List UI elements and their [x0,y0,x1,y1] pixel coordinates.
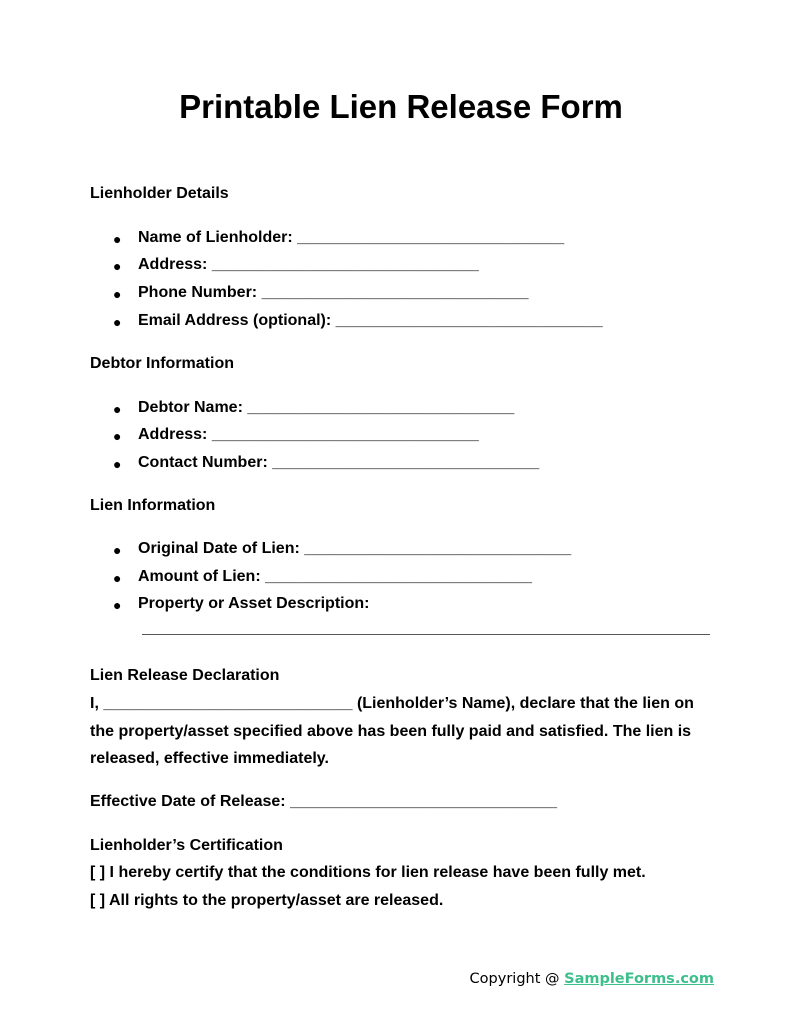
field-label: Name of Lienholder: [138,229,293,246]
blank-line[interactable]: ______________________________ [211,426,479,443]
brand-link[interactable]: SampleForms.com [564,971,714,987]
field-lienholder-name [138,227,564,249]
bullet-icon: ● [113,286,122,302]
section-heading-debtor: Debtor Information [90,355,234,372]
field-label: Original Date of Lien: [138,540,300,557]
section-heading-lienholder: Lienholder Details [90,185,229,202]
field-label: Phone Number: [138,284,258,301]
field-debtor-name [138,397,514,419]
section-heading-lien: Lien Information [90,497,216,514]
field-label: Address: [138,426,208,443]
page-title: Printable Lien Release Form [179,88,623,125]
bullet-icon: ● [113,542,122,558]
blank-line[interactable]: ______________________________ [265,568,533,585]
bullet-icon: ● [113,314,122,330]
field-lienholder-phone [138,282,529,304]
field-debtor-address [138,424,479,446]
blank-line[interactable]: ______________________________ [247,399,515,416]
field-lien-amount [138,566,532,588]
field-label: Email Address (optional): [138,312,332,329]
field-effective-date [90,791,557,813]
bullet-icon: ● [113,401,122,417]
blank-line[interactable]: ______________________________ [211,256,479,273]
section-heading-declaration: Lien Release Declaration [90,667,280,684]
bullet-icon: ● [113,428,122,444]
blank-line[interactable]: ______________________________ [290,793,558,810]
field-lienholder-address [138,254,479,276]
bullet-icon: ● [113,231,122,247]
field-lienholder-email [138,310,603,332]
blank-line[interactable]: ______________________________ [335,312,603,329]
copyright-footer [470,968,714,990]
field-label: Effective Date of Release: [90,793,286,810]
bullet-icon: ● [113,570,122,586]
field-label: Property or Asset Description: [138,595,370,612]
blank-line[interactable]: ______________________________ [272,454,540,471]
field-label: Debtor Name: [138,399,243,416]
field-label: Contact Number: [138,454,268,471]
declaration-paragraph: I, ____________________________ (Lienholder’s Name), declare that the lien on the property/asset specified above has been fully paid and satisfied. The lien is released, effective immediately. [90,695,694,767]
field-label: Amount of Lien: [138,568,261,585]
certification-checkbox-conditions[interactable]: [ ] I hereby certify that the conditions for lien release have been fully met. [90,864,646,881]
bullet-icon: ● [113,456,122,472]
field-lien-date [138,538,571,560]
description-blank-line[interactable] [142,634,710,635]
blank-line[interactable]: ______________________________ [304,540,572,557]
section-heading-certification: Lienholder’s Certification [90,837,283,854]
bullet-icon: ● [113,258,122,274]
certification-checkbox-rights[interactable]: [ ] All rights to the property/asset are released. [90,892,444,909]
field-label: Address: [138,256,208,273]
copyright-text: Copyright @ [469,971,565,987]
blank-line[interactable]: ______________________________ [297,229,565,246]
bullet-icon: ● [113,597,122,613]
field-lien-description [138,593,369,615]
field-debtor-contact [138,452,539,474]
blank-line[interactable]: ______________________________ [261,284,529,301]
